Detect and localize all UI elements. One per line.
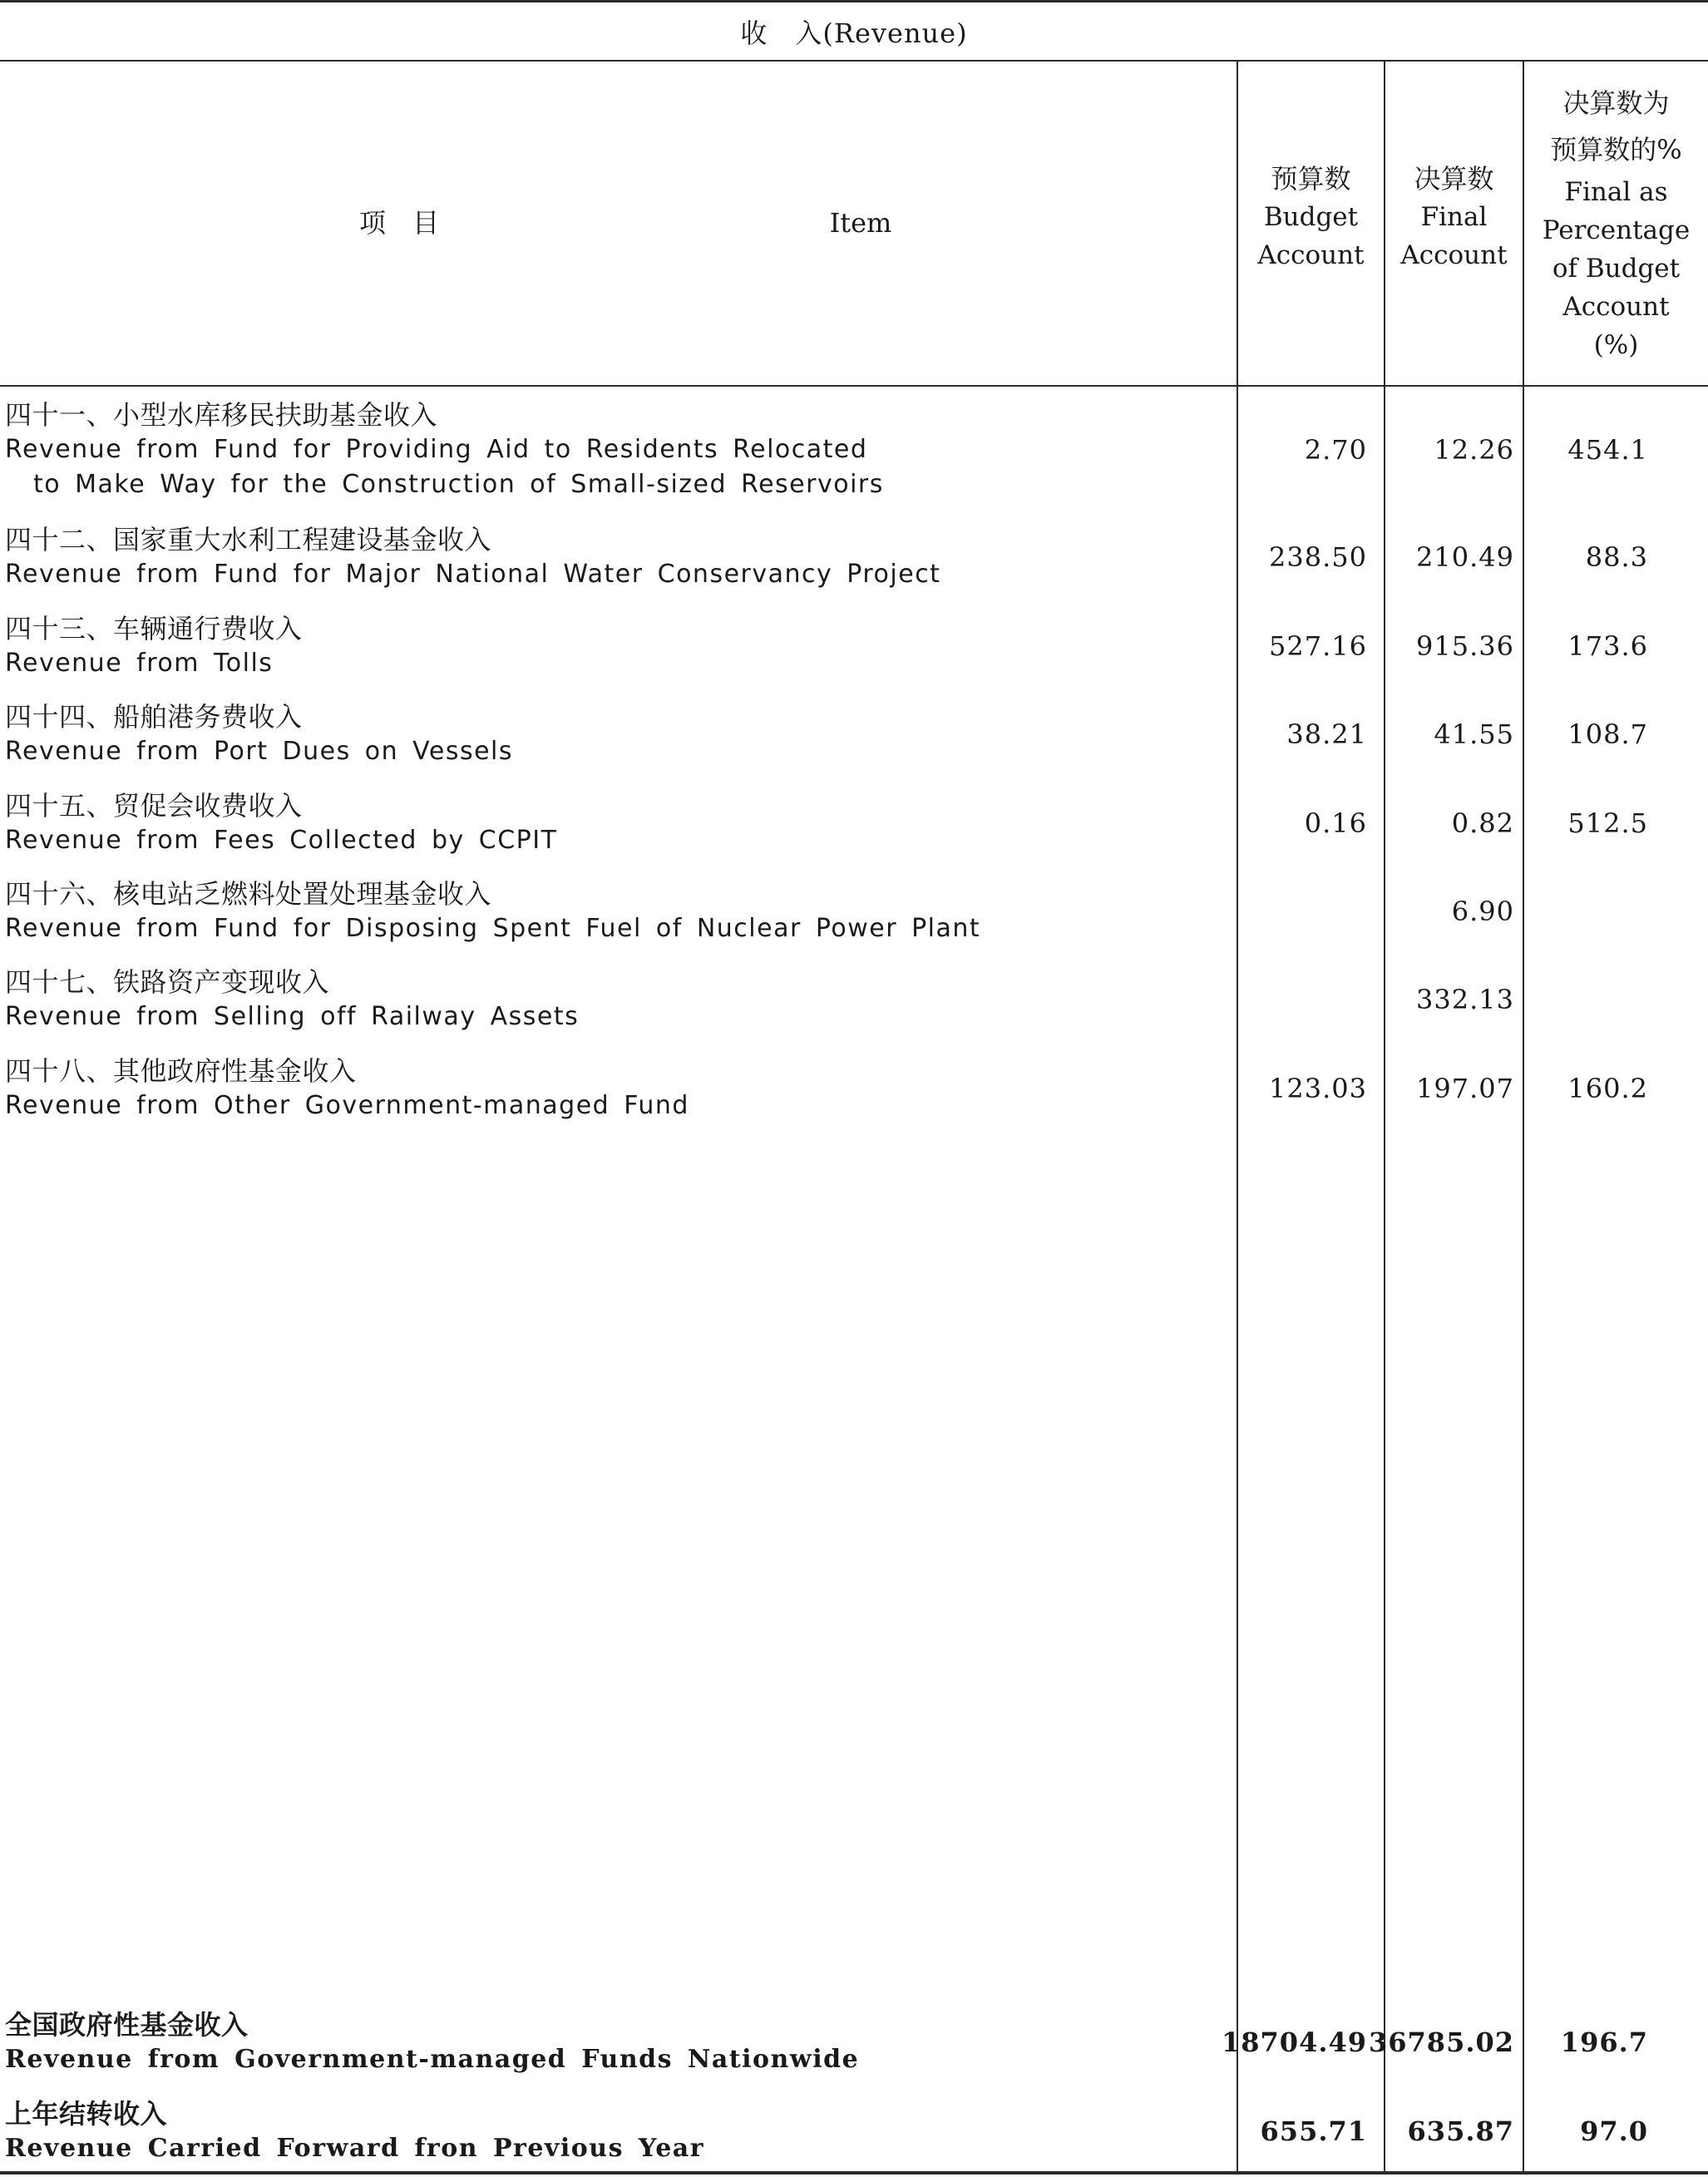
- row-label-cn: 四十七、铁路资产变现收入: [5, 966, 330, 998]
- carried-forward-label-en: Revenue Carried Forward fron Previous Year: [5, 2134, 705, 2163]
- row-label-cn: 四十五、贸促会收费收入: [5, 790, 303, 822]
- row-label-en: Revenue from Fund for Providing Aid to Residents Relocated: [5, 435, 868, 464]
- row-label-en: Revenue from Other Government-managed Fund: [5, 1091, 689, 1120]
- budget-value: 0.16: [1304, 807, 1367, 839]
- row-label-cn: 四十八、其他政府性基金收入: [5, 1055, 357, 1087]
- final-value: 0.82: [1451, 807, 1514, 839]
- row-label-en: Revenue from Tolls: [5, 649, 274, 678]
- row-label-en: Revenue from Fund for Major National Water Conservancy Project: [5, 560, 941, 589]
- budget-value: 527.16: [1269, 630, 1367, 662]
- column-divider-2: [1384, 60, 1385, 2173]
- row-label-en: Revenue from Port Dues on Vessels: [5, 737, 514, 766]
- final-value: 41.55: [1434, 718, 1514, 750]
- percent-header-en2: Percentage: [1542, 215, 1691, 245]
- total-label-en: Revenue from Government-managed Funds Nationwide: [5, 2045, 860, 2074]
- percent-header: [1524, 80, 1708, 364]
- total-label-cn: 全国政府性基金收入: [5, 2009, 249, 2041]
- percent-header-cn1: 决算数为: [1562, 87, 1670, 119]
- carried-forward-label-cn: 上年结转收入: [5, 2098, 168, 2130]
- budget-header-en1: Budget: [1263, 202, 1359, 232]
- carried-forward-budget-value: 655.71: [1260, 2115, 1367, 2147]
- row-label-cn: 四十四、船舶港务费收入: [5, 701, 303, 733]
- total-percent-value: 196.7: [1560, 2026, 1648, 2058]
- table-row: [5, 876, 980, 946]
- column-divider-3: [1523, 60, 1524, 2173]
- percent-value: 512.5: [1567, 807, 1648, 839]
- table-row: [5, 965, 579, 1034]
- table-row: [5, 699, 513, 769]
- column-divider-1: [1237, 60, 1238, 2173]
- table-row: [5, 788, 557, 858]
- budget-header-en2: Account: [1257, 240, 1365, 270]
- budget-header-cn: 预算数: [1271, 163, 1351, 195]
- final-value: 197.07: [1416, 1073, 1514, 1104]
- table-row: [5, 1054, 689, 1123]
- item-header-en-text: Item: [829, 207, 892, 239]
- bottom-rule: [0, 2171, 1708, 2175]
- final-header: [1385, 160, 1523, 274]
- percent-value: 173.6: [1567, 630, 1648, 662]
- final-header-en1: Final: [1420, 202, 1488, 232]
- item-header-cn: [316, 204, 482, 242]
- percent-value: 88.3: [1585, 541, 1648, 573]
- table-row: [5, 397, 884, 502]
- percent-header-en5: (%): [1593, 330, 1639, 360]
- item-header-cn-text: 项 目: [358, 207, 439, 239]
- percent-header-cn2: 预算数的%: [1550, 134, 1682, 165]
- row-label-en: Revenue from Fund for Disposing Spent Fuel of Nuclear Power Plant: [5, 914, 981, 943]
- item-header-en: [777, 204, 944, 242]
- percent-value: 160.2: [1567, 1073, 1648, 1104]
- budget-value: 123.03: [1269, 1073, 1367, 1104]
- budget-value: 238.50: [1269, 541, 1367, 573]
- final-value: 6.90: [1451, 896, 1514, 927]
- row-label-cn: 四十一、小型水库移民扶助基金收入: [5, 399, 438, 431]
- final-header-cn: 决算数: [1414, 163, 1494, 195]
- header-rule: [0, 385, 1708, 387]
- row-label-cn: 四十六、核电站乏燃料处置处理基金收入: [5, 878, 492, 910]
- final-value: 915.36: [1416, 630, 1514, 662]
- budget-value: 38.21: [1286, 718, 1367, 750]
- carried-forward-percent-value: 97.0: [1580, 2115, 1648, 2147]
- budget-value: 2.70: [1304, 434, 1367, 466]
- percent-header-en4: Account: [1562, 292, 1670, 322]
- carried-forward-row: [5, 2096, 704, 2166]
- total-budget-value: 18704.49: [1222, 2026, 1367, 2058]
- final-value: 332.13: [1416, 984, 1514, 1015]
- final-value: 12.26: [1434, 434, 1514, 466]
- row-label-cn: 四十二、国家重大水利工程建设基金收入: [5, 524, 492, 555]
- row-label-cn: 四十三、车辆通行费收入: [5, 613, 303, 644]
- final-value: 210.49: [1416, 541, 1514, 573]
- row-label-en: Revenue from Selling off Railway Assets: [5, 1002, 580, 1031]
- top-rule: [0, 0, 1708, 2]
- percent-value: 454.1: [1567, 434, 1648, 466]
- caption-rule: [0, 60, 1708, 62]
- row-label-en: Revenue from Fees Collected by CCPIT: [5, 826, 558, 855]
- budget-header: [1238, 160, 1384, 274]
- percent-value: 108.7: [1567, 718, 1648, 750]
- table-caption: 收 入(Revenue): [740, 17, 968, 49]
- percent-header-en3: of Budget: [1552, 254, 1681, 284]
- total-final-value: 36785.02: [1369, 2026, 1514, 2058]
- table-row: [5, 522, 940, 592]
- table-row: [5, 611, 303, 681]
- row-label-en-continued: to Make Way for the Construction of Small-sized Reservoirs: [33, 470, 884, 499]
- total-row: [5, 2007, 859, 2077]
- percent-header-en1: Final as: [1564, 177, 1668, 207]
- final-header-en2: Account: [1400, 240, 1508, 270]
- carried-forward-final-value: 635.87: [1407, 2115, 1514, 2147]
